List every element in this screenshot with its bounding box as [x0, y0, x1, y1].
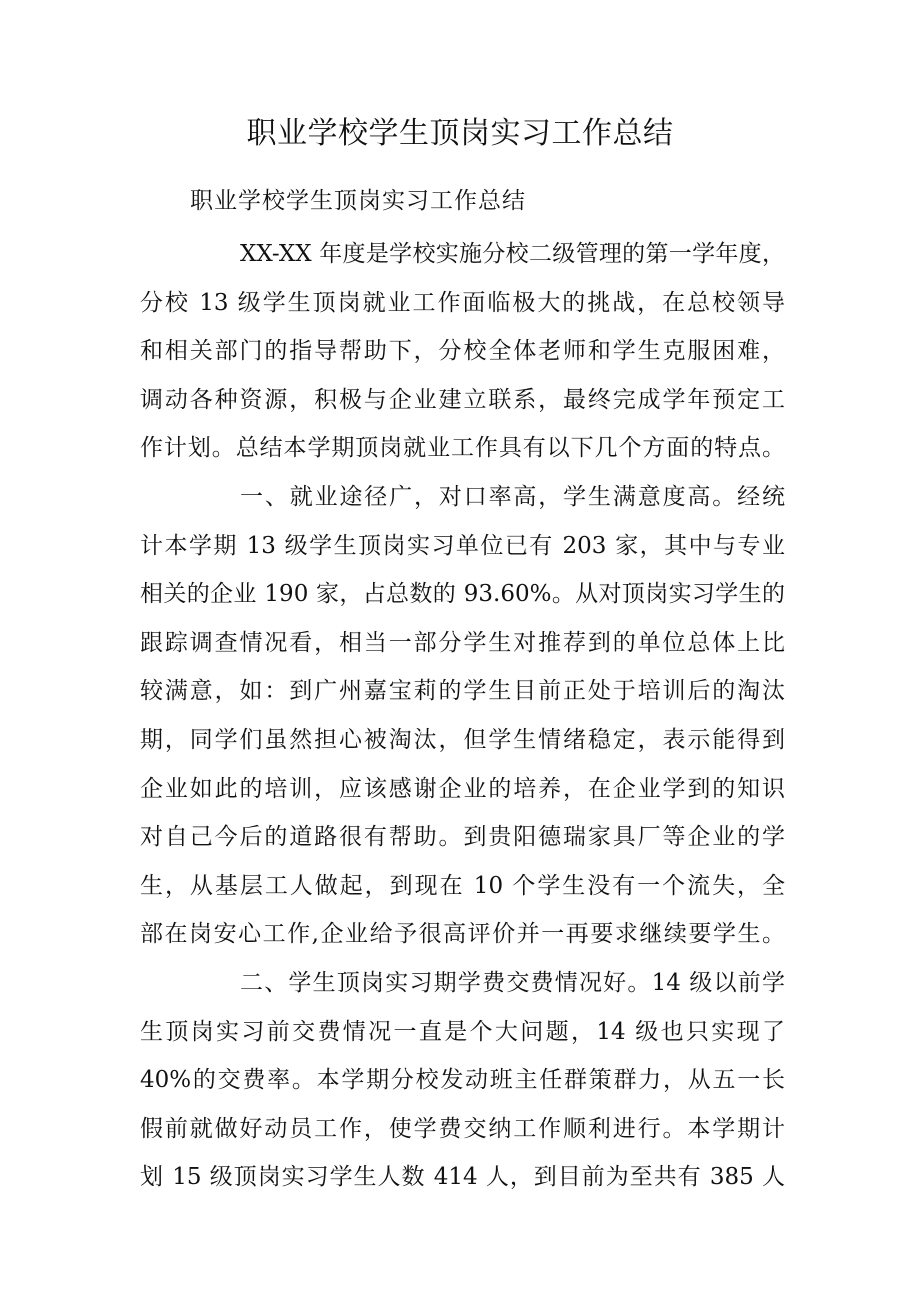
text-line: XX-XX 年度是学校实施分校二级管理的第一学年度， — [240, 241, 785, 267]
text-line: 二、学生顶岗实习期学费交费情况好。14 级以前学 — [240, 969, 785, 996]
text-line: 较满意，如：到广州嘉宝莉的学生目前正处于培训后的淘汰 — [140, 678, 785, 705]
document-subtitle: 职业学校学生顶岗实习工作总结 — [190, 188, 526, 214]
text-line: 对自己今后的道路很有帮助。到贵阳德瑞家具厂等企业的学 — [140, 824, 785, 851]
text-line: 和相关部门的指导帮助下，分校全体老师和学生克服困难， — [140, 338, 785, 365]
document-body — [140, 230, 785, 1202]
text-line: 生顶岗实习前交费情况一直是个大问题，14 级也只实现了 — [140, 1018, 785, 1045]
text-line: 相关的企业 190 家，占总数的 93.60%。从对顶岗实习学生的 — [140, 581, 785, 608]
text-line: 40%的交费率。本学期分校发动班主任群策群力，从五一长 — [140, 1067, 785, 1094]
text-line: 期，同学们虽然担心被淘汰，但学生情绪稳定，表示能得到 — [140, 726, 785, 753]
text-line: 假前就做好动员工作，使学费交纳工作顺利进行。本学期计 — [140, 1115, 785, 1142]
text-line: 生，从基层工人做起，到现在 10 个学生没有一个流失，全 — [140, 872, 785, 899]
text-line: 作计划。总结本学期顶岗就业工作具有以下几个方面的特点。 — [140, 435, 785, 462]
text-line: 部在岗安心工作,企业给予很高评价并一再要求继续要学生。 — [140, 921, 785, 948]
text-line: 企业如此的培训，应该感谢企业的培养，在企业学到的知识 — [140, 775, 785, 802]
text-line: 划 15 级顶岗实习学生人数 414 人，到目前为至共有 385 人 — [140, 1164, 785, 1191]
text-line: 一、就业途径广，对口率高，学生满意度高。经统 — [240, 483, 785, 510]
text-line: 分校 13 级学生顶岗就业工作面临极大的挑战，在总校领导 — [140, 289, 785, 316]
text-line: 计本学期 13 级学生顶岗实习单位已有 203 家，其中与专业 — [140, 532, 785, 559]
document-title: 职业学校学生顶岗实习工作总结 — [246, 116, 674, 151]
text-line: 调动各种资源，积极与企业建立联系，最终完成学年预定工 — [140, 386, 785, 413]
text-line: 跟踪调查情况看，相当一部分学生对推荐到的单位总体上比 — [140, 629, 785, 656]
